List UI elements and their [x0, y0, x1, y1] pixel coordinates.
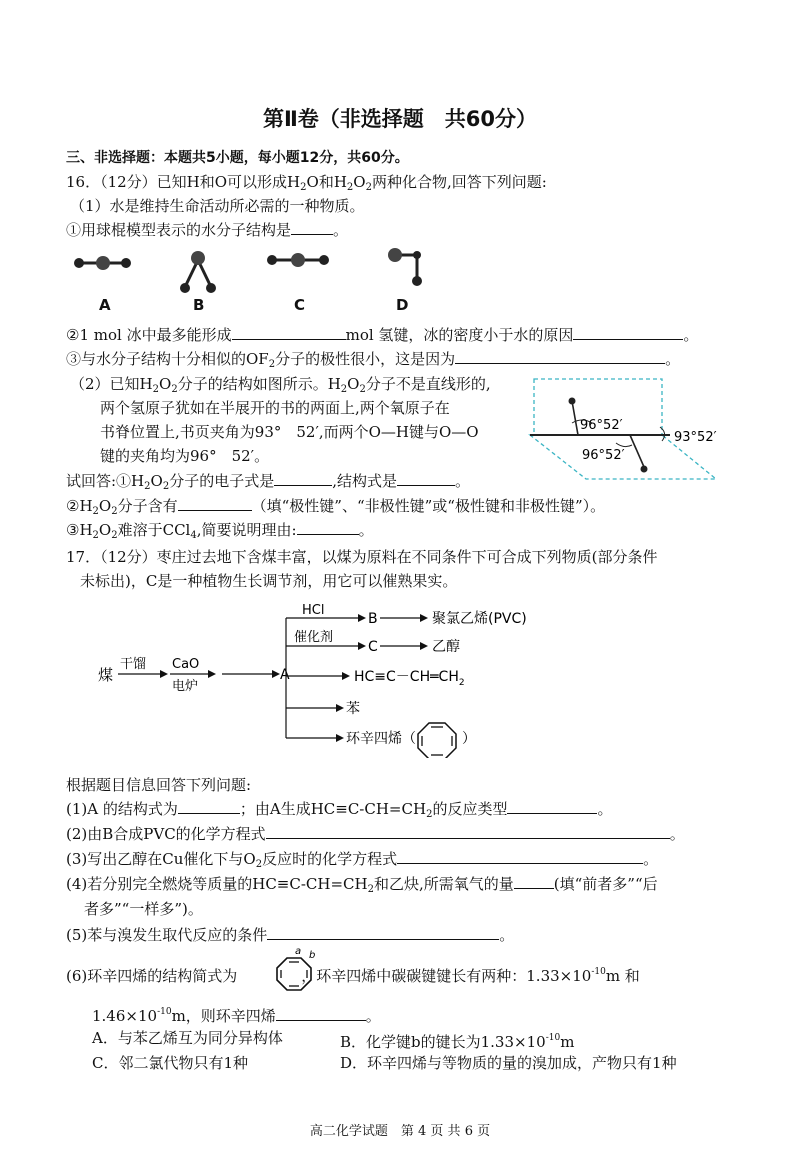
q17-sub4: (4)若分别完全燃烧等质量的$HC\equiv C-CH=CH_2$和乙炔,所需氧气的量 (填“前者多”“后 [66, 875, 658, 895]
q17-sub5: (5)苯与溴发生取代反应的条件 。 [66, 926, 515, 944]
model-d-diagram [388, 248, 422, 286]
answer-blank[interactable] [266, 824, 670, 839]
answer-blank[interactable] [297, 520, 359, 535]
reaction-scheme-diagram [96, 598, 576, 758]
q16-sub2: ②1 mol 冰中最多能形成 mol 氢键，冰的密度小于水的原因 。 [66, 326, 699, 344]
section-header: 三、非选择题：本题共5小题，每小题12分，共60分。 [66, 150, 409, 166]
model-b-diagram [180, 251, 216, 293]
answer-blank[interactable] [514, 874, 554, 889]
answer-blank[interactable] [232, 325, 346, 340]
hcl-label: HCl [302, 603, 325, 618]
option-b-label: B [193, 296, 205, 314]
answer-blank[interactable] [274, 471, 332, 486]
q16-part2-line2: 两个氢原子犹如在半展开的书的两面上,两个氧原子在 [100, 399, 450, 417]
angle-label: 96°52′ [582, 448, 625, 463]
paren-close: ） [462, 731, 476, 747]
q16-intro: 16．（12分）已知H和O可以形成$H_2O$和$H_2O_2$两种化合物,回答下列问题: [66, 173, 547, 193]
pvc-label: 聚氯乙烯(PVC) [432, 611, 527, 627]
choice-b: B．化学键b的键长为$1.33\times 10^{-10}m$ [340, 1033, 575, 1051]
catalyst-label: 催化剂 [294, 630, 334, 645]
answer-blank[interactable] [178, 799, 240, 814]
model-c-diagram [267, 253, 329, 267]
q17-sub1: (1)A 的结构式为 ；由A生成$HC\equiv C-CH=CH_2$的反应类型 。 [66, 800, 613, 820]
bond-b-label: b [309, 950, 316, 961]
answer-blank[interactable] [455, 349, 665, 364]
cyclooctatetraene-structure-icon [265, 944, 325, 994]
option-c-label: C [294, 296, 306, 314]
q16-part1: （1）水是维持生命活动所必需的一种物质。 [70, 197, 365, 215]
dry-distillation-label: 干馏 [120, 657, 147, 672]
compound-c-label: C [368, 639, 378, 655]
q16-sub3: ③与水分子结构十分相似的$OF_2$分子的极性很小，这是因为 。 [66, 350, 681, 370]
option-a-label: A [99, 296, 111, 314]
q16-part2-line1: （2）已知$H_2O_2$分子的结构如图所示。$H_2O_2$分子不是直线形的, [70, 375, 491, 395]
answer-blank[interactable] [178, 496, 252, 511]
q17-sub2: (2)由B合成PVC的化学方程式 。 [66, 825, 685, 843]
choice-a: A．与苯乙烯互为同分异构体 [92, 1029, 283, 1047]
model-a-diagram [74, 256, 131, 270]
answer-blank[interactable] [276, 1006, 366, 1021]
page-title: 第Ⅱ卷（非选择题 共60分） [262, 107, 538, 131]
q16-solubility-line: $③H_2O_2$难溶于CCl$_4$,简要说明理由: 。 [66, 521, 374, 541]
angle-label: 93°52′ [674, 430, 717, 445]
q16-bond-line: $②H_2O_2$分子含有 （填“极性键”、“非极性键”或“极性键和非极性键”）。 [66, 497, 606, 517]
benzene-label: 苯 [346, 701, 360, 717]
cao-label: CaO [172, 657, 200, 672]
angle-label: 96°52′ [580, 418, 623, 433]
vinylacetylene-label: $HC\equiv C-CH═CH_2$ [354, 669, 465, 688]
compound-b-label: B [368, 611, 378, 627]
ethanol-label: 乙醇 [432, 639, 460, 655]
answer-blank[interactable] [507, 799, 597, 814]
answer-blank[interactable] [397, 849, 643, 864]
water-model-options [60, 240, 440, 315]
q16-answer-line: 试回答$:①H_2O_2$分子的电子式是 ,结构式是 。 [66, 472, 471, 492]
coal-label: 煤 [98, 666, 114, 684]
bond-a-label: a [295, 946, 302, 957]
q17-sub4-cont: 者多”“一样多”)。 [84, 900, 203, 918]
page-footer: 高二化学试题 第 4 页 共 6 页 [309, 1124, 491, 1139]
answer-blank[interactable] [267, 925, 499, 940]
q17-intro-line2: 未标出)，C是一种植物生长调节剂，用它可以催熟果实。 [80, 572, 458, 590]
q16-sub1: ①用球棍模型表示的水分子结构是 。 [66, 221, 349, 239]
choice-c: C．邻二氯代物只有1种 [92, 1054, 249, 1072]
furnace-label: 电炉 [172, 679, 199, 694]
answer-blank[interactable] [291, 220, 333, 235]
answer-blank[interactable] [573, 325, 683, 340]
choice-d: D．环辛四烯与等物质的量的溴加成，产物只有1种 [340, 1054, 677, 1072]
q17-prompt: 根据题目信息回答下列问题: [66, 776, 252, 794]
h2o2-structure-diagram [520, 375, 750, 487]
q16-part2-line4: 键的夹角均为96° 52′。 [100, 447, 270, 465]
compound-a-label: A [280, 667, 290, 683]
q17-sub3: (3)写出乙醇在Cu催化下与$O_2$反应时的化学方程式 。 [66, 850, 659, 870]
q17-intro-line1: 17．（12分）枣庄过去地下含煤丰富，以煤为原料在不同条件下可合成下列物质(部分条件 [66, 548, 658, 566]
cyclooctatetraene-ring-icon [418, 723, 456, 758]
answer-blank[interactable] [397, 471, 455, 486]
cyclooctatetraene-label: 环辛四烯（ [346, 731, 416, 747]
q17-sub6-cont: $1.46\times 10^{-10}m$，则环辛四烯 。 [92, 1007, 381, 1025]
q17-sub6: (6)环辛四烯的结构简式为 ，环辛四烯中碳碳键键长有两种：$1.33\times 10^{-10}m$ 和 [66, 967, 640, 985]
q16-part2-line3: 书脊位置上,书页夹角为93° 52′,而两个O—H键与O—O [100, 423, 479, 441]
option-d-label: D [396, 296, 409, 314]
